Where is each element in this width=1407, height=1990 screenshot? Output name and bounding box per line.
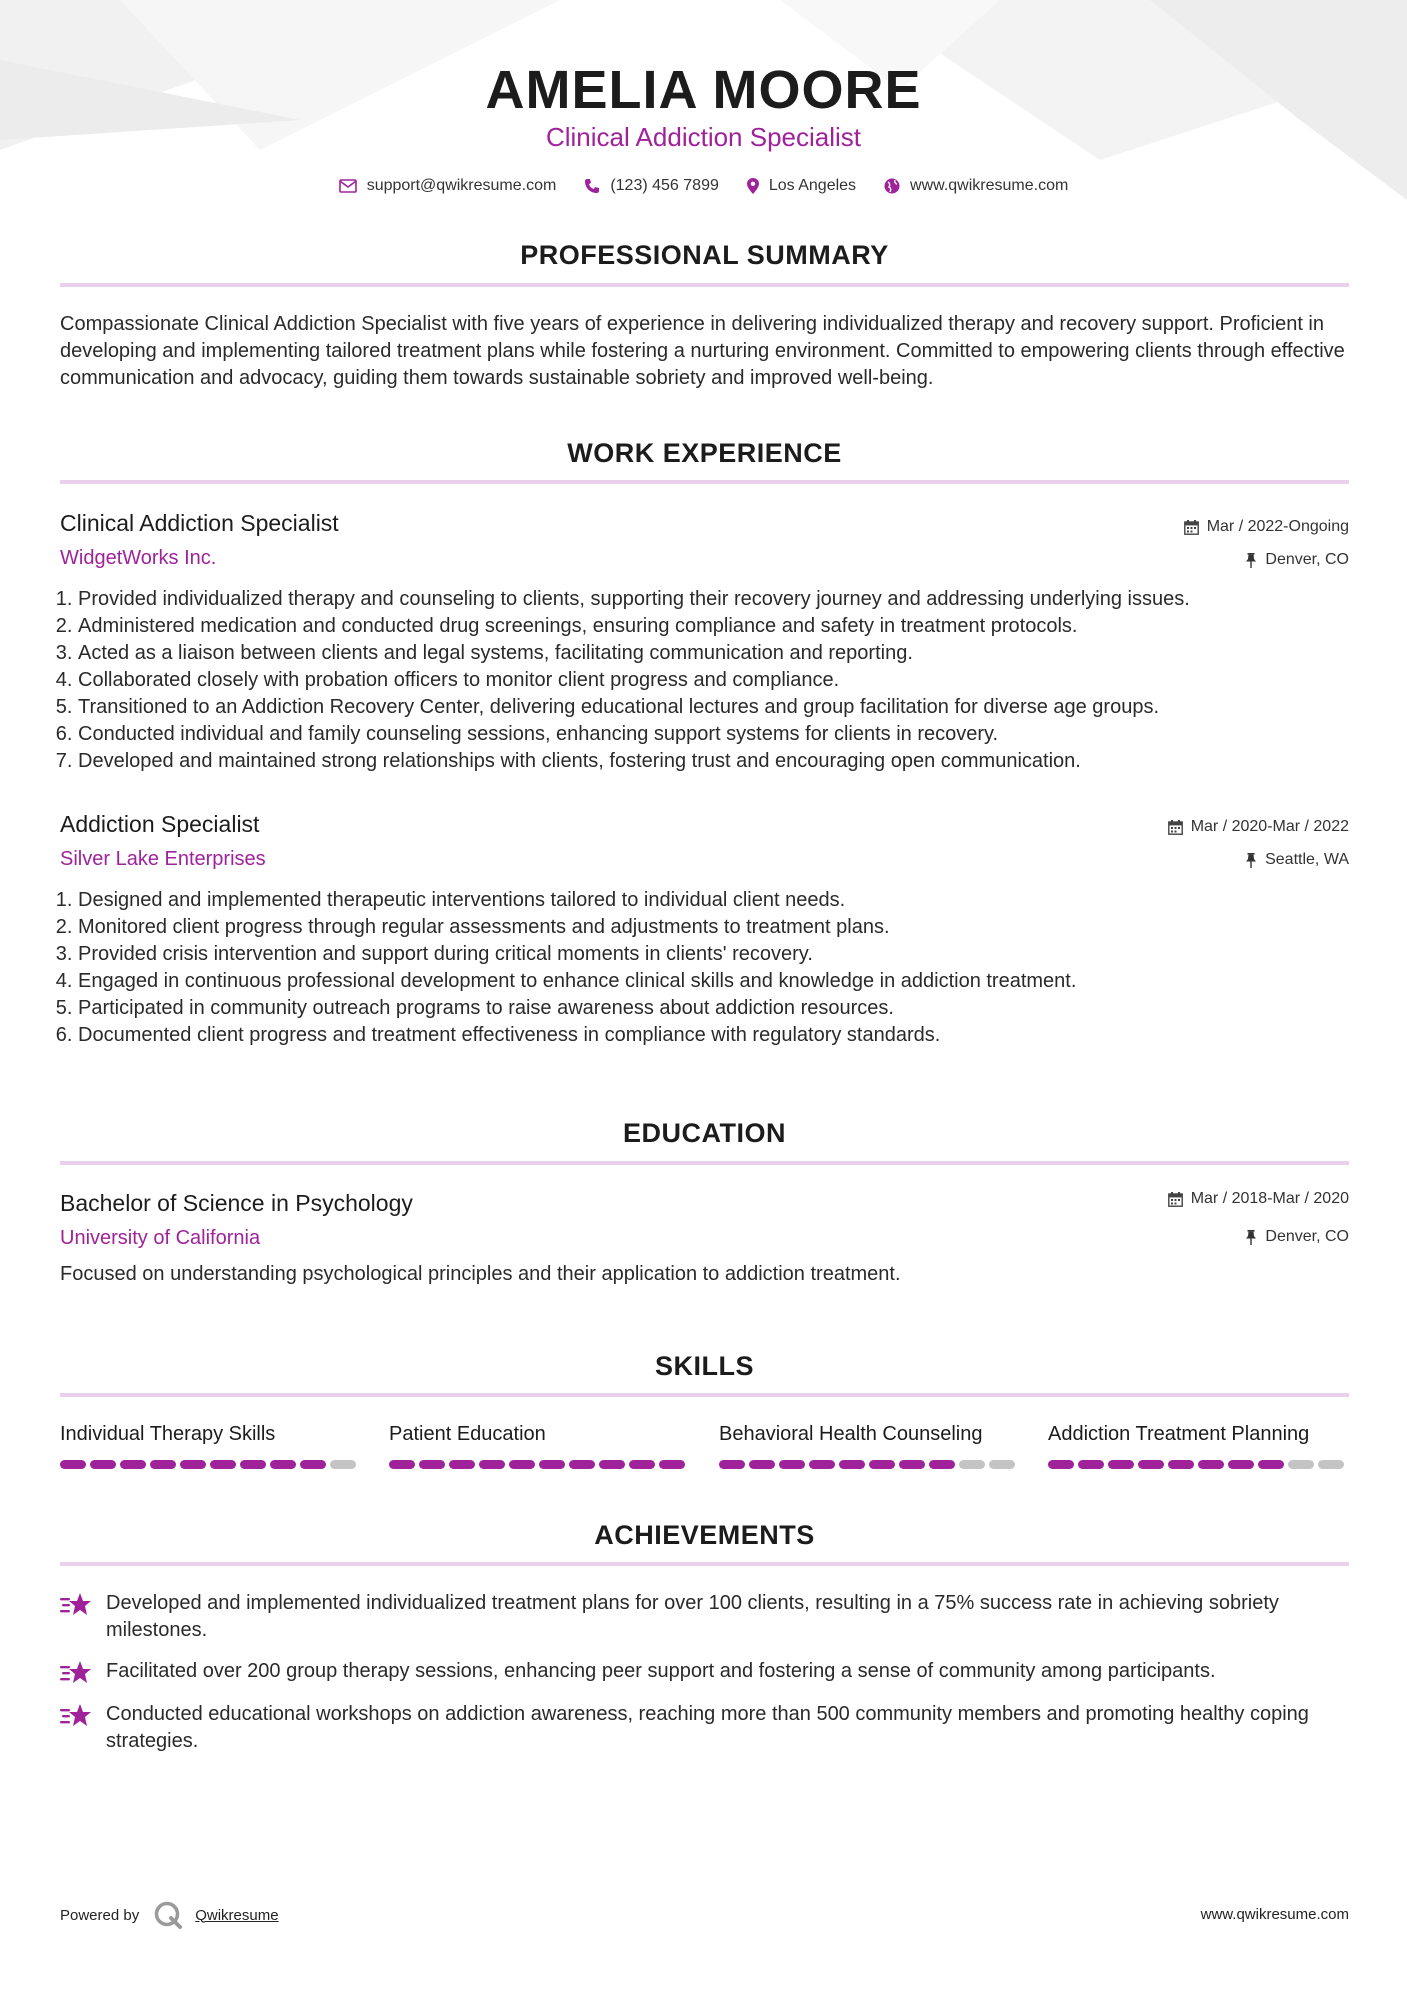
- contact-phone[interactable]: [584, 177, 719, 195]
- skill-segment-filled: [1228, 1460, 1254, 1469]
- skill-segment-filled: [509, 1460, 535, 1469]
- skill-segment-filled: [719, 1460, 745, 1469]
- powered-by-label: Powered by: [60, 1906, 140, 1924]
- skill-segment-filled: [90, 1460, 116, 1469]
- list-item: 6. Conducted individual and family counseling sessions, enhancing support systems for clients in recovery.: [78, 721, 1367, 748]
- experience-divider: [60, 480, 1349, 484]
- job-location-text: Denver, CO: [1265, 551, 1349, 568]
- education-date-text: Mar / 2018-Mar / 2020: [1190, 1190, 1349, 1207]
- qwikresume-logo-icon: [153, 1900, 183, 1930]
- skills-divider: [60, 1393, 1349, 1397]
- job-company: WidgetWorks Inc.: [60, 547, 217, 569]
- contact-website-text: www.qwikresume.com: [910, 177, 1069, 194]
- skill-segment-empty: [330, 1460, 356, 1469]
- footer-website[interactable]: www.qwikresume.com: [1200, 1906, 1349, 1923]
- candidate-title: Clinical Addiction Specialist: [545, 122, 862, 152]
- skill-segment-filled: [539, 1460, 565, 1469]
- job-location: [1245, 549, 1349, 571]
- job-responsibilities: [60, 887, 1367, 1049]
- achievement-item: [60, 1658, 1349, 1686]
- job-location: [1245, 849, 1349, 871]
- skill-segment-filled: [1048, 1460, 1074, 1469]
- skill-segment-filled: [1258, 1460, 1284, 1469]
- experience-heading: WORK EXPERIENCE: [567, 438, 842, 468]
- calendar-icon: [1184, 520, 1199, 535]
- skill-level-bar: [719, 1460, 1021, 1469]
- skill-segment-empty: [959, 1460, 985, 1469]
- skill-segment-filled: [1168, 1460, 1194, 1469]
- education-heading: EDUCATION: [623, 1118, 786, 1148]
- job-date-text: Mar / 2020-Mar / 2022: [1190, 818, 1349, 835]
- pushpin-icon: [1245, 853, 1257, 868]
- skill-segment-filled: [240, 1460, 266, 1469]
- contact-phone-text: (123) 456 7899: [610, 177, 719, 194]
- contact-location: [747, 177, 856, 195]
- skill-segment-filled: [809, 1460, 835, 1469]
- skill-name: Addiction Treatment Planning: [1048, 1423, 1310, 1445]
- summary-text: Compassionate Clinical Addiction Specialist with five years of experience in delivering individualized therapy and recovery support. Proficient in developing and implementing tailored treatment plans while fostering a nurturing environment. Committed to empowering clients through effective communication and advocacy, guiding them towards sustainable sobriety and improved well-being.: [60, 313, 1345, 389]
- list-item: 2. Monitored client progress through regular assessments and adjustments to treatment plans.: [78, 914, 1367, 941]
- skill-segment-filled: [1108, 1460, 1134, 1469]
- phone-icon: [584, 178, 600, 194]
- job-title: Clinical Addiction Specialist: [60, 510, 339, 536]
- education-date: [1168, 1188, 1349, 1210]
- job-date: [1184, 516, 1349, 538]
- education-location-text: Denver, CO: [1265, 1228, 1349, 1245]
- summary-divider: [60, 283, 1349, 287]
- job-date: [1168, 816, 1349, 838]
- skill-item: [719, 1420, 1021, 1469]
- pushpin-icon: [1245, 553, 1257, 568]
- list-item: 3. Provided crisis intervention and support during critical moments in clients' recovery.: [78, 941, 1367, 968]
- candidate-name: AMELIA MOORE: [485, 60, 922, 120]
- skill-segment-filled: [449, 1460, 475, 1469]
- skill-name: Individual Therapy Skills: [60, 1423, 276, 1445]
- skill-segment-filled: [60, 1460, 86, 1469]
- achievement-text: Facilitated over 200 group therapy sessions, enhancing peer support and fostering a sense of community among participants.: [106, 1660, 1216, 1682]
- calendar-icon: [1168, 1192, 1183, 1207]
- skill-item: [389, 1420, 691, 1469]
- education-location: [1245, 1226, 1349, 1248]
- education-school: University of California: [60, 1227, 261, 1249]
- skill-segment-filled: [1078, 1460, 1104, 1469]
- achievements-divider: [60, 1562, 1349, 1566]
- list-item: 3. Acted as a liaison between clients and legal systems, facilitating communication and reporting.: [78, 640, 1367, 667]
- skill-segment-filled: [779, 1460, 805, 1469]
- list-item: 4. Engaged in continuous professional development to enhance clinical skills and knowledge in addiction treatment.: [78, 968, 1367, 995]
- pushpin-icon: [1245, 1230, 1257, 1245]
- skill-segment-filled: [300, 1460, 326, 1469]
- skill-segment-filled: [569, 1460, 595, 1469]
- map-marker-icon: [747, 178, 759, 194]
- skill-segment-filled: [839, 1460, 865, 1469]
- skill-level-bar: [389, 1460, 691, 1469]
- achievement-text: Conducted educational workshops on addiction awareness, reaching more than 500 community members and promoting healthy coping strategies.: [106, 1703, 1309, 1752]
- skills-heading: SKILLS: [654, 1351, 754, 1381]
- list-item: 5. Participated in community outreach programs to raise awareness about addiction resources.: [78, 995, 1367, 1022]
- skill-segment-empty: [1288, 1460, 1314, 1469]
- skill-segment-filled: [210, 1460, 236, 1469]
- skill-segment-filled: [929, 1460, 955, 1469]
- shooting-star-icon: [60, 1703, 92, 1729]
- skill-item: [1048, 1420, 1350, 1469]
- skill-name: Behavioral Health Counseling: [719, 1423, 983, 1445]
- summary-heading: PROFESSIONAL SUMMARY: [520, 240, 889, 270]
- skill-segment-filled: [389, 1460, 415, 1469]
- list-item: 6. Documented client progress and treatment effectiveness in compliance with regulatory standards.: [78, 1022, 1367, 1049]
- skill-level-bar: [1048, 1460, 1350, 1469]
- skill-segment-filled: [1138, 1460, 1164, 1469]
- education-divider: [60, 1161, 1349, 1165]
- list-item: 1. Designed and implemented therapeutic interventions tailored to individual client needs.: [78, 887, 1367, 914]
- contact-email-text: support@qwikresume.com: [366, 177, 557, 194]
- skill-segment-filled: [749, 1460, 775, 1469]
- skill-segment-filled: [479, 1460, 505, 1469]
- envelope-icon: [339, 179, 357, 193]
- achievement-text: Developed and implemented individualized treatment plans for over 100 clients, resulting in a 75% success rate in achieving sobriety milestones.: [106, 1592, 1279, 1641]
- shooting-star-icon: [60, 1660, 92, 1686]
- job-date-text: Mar / 2022-Ongoing: [1206, 518, 1349, 535]
- skill-segment-filled: [869, 1460, 895, 1469]
- skill-segment-empty: [989, 1460, 1015, 1469]
- skill-segment-filled: [120, 1460, 146, 1469]
- achievement-item: [60, 1701, 1349, 1755]
- skill-segment-empty: [1318, 1460, 1344, 1469]
- footer-powered-by: [60, 1898, 279, 1932]
- achievement-item: [60, 1590, 1349, 1644]
- contact-email[interactable]: [339, 177, 557, 195]
- education-degree: Bachelor of Science in Psychology: [60, 1190, 413, 1216]
- list-item: 4. Collaborated closely with probation officers to monitor client progress and compliance.: [78, 667, 1367, 694]
- skill-segment-filled: [270, 1460, 296, 1469]
- skill-segment-filled: [599, 1460, 625, 1469]
- achievements-heading: ACHIEVEMENTS: [594, 1520, 815, 1550]
- job-title: Addiction Specialist: [60, 811, 260, 837]
- skill-segment-filled: [1198, 1460, 1224, 1469]
- list-item: 1. Provided individualized therapy and counseling to clients, supporting their recovery journey and addressing underlying issues.: [78, 586, 1367, 613]
- education-description: Focused on understanding psychological principles and their application to addiction treatment.: [60, 1263, 901, 1285]
- contact-location-text: Los Angeles: [768, 177, 857, 194]
- job-responsibilities: [60, 586, 1367, 775]
- contact-bar: [0, 172, 1407, 200]
- skill-item: [60, 1420, 362, 1469]
- skill-segment-filled: [659, 1460, 685, 1469]
- skill-segment-filled: [419, 1460, 445, 1469]
- skill-segment-filled: [150, 1460, 176, 1469]
- skill-segment-filled: [629, 1460, 655, 1469]
- skill-name: Patient Education: [389, 1423, 546, 1445]
- job-location-text: Seattle, WA: [1265, 851, 1349, 868]
- list-item: 7. Developed and maintained strong relationships with clients, fostering trust and encouraging open communication.: [78, 748, 1367, 775]
- list-item: 2. Administered medication and conducted drug screenings, ensuring compliance and safety in treatment protocols.: [78, 613, 1367, 640]
- calendar-icon: [1168, 820, 1183, 835]
- shooting-star-icon: [60, 1592, 92, 1618]
- skill-level-bar: [60, 1460, 362, 1469]
- job-company: Silver Lake Enterprises: [60, 848, 266, 870]
- skill-segment-filled: [180, 1460, 206, 1469]
- contact-website[interactable]: [884, 177, 1068, 195]
- skill-segment-filled: [899, 1460, 925, 1469]
- list-item: 5. Transitioned to an Addiction Recovery Center, delivering educational lectures and group facilitation for diverse age groups.: [78, 694, 1367, 721]
- qwikresume-link[interactable]: Qwikresume: [195, 1906, 279, 1924]
- globe-icon: [884, 178, 900, 194]
